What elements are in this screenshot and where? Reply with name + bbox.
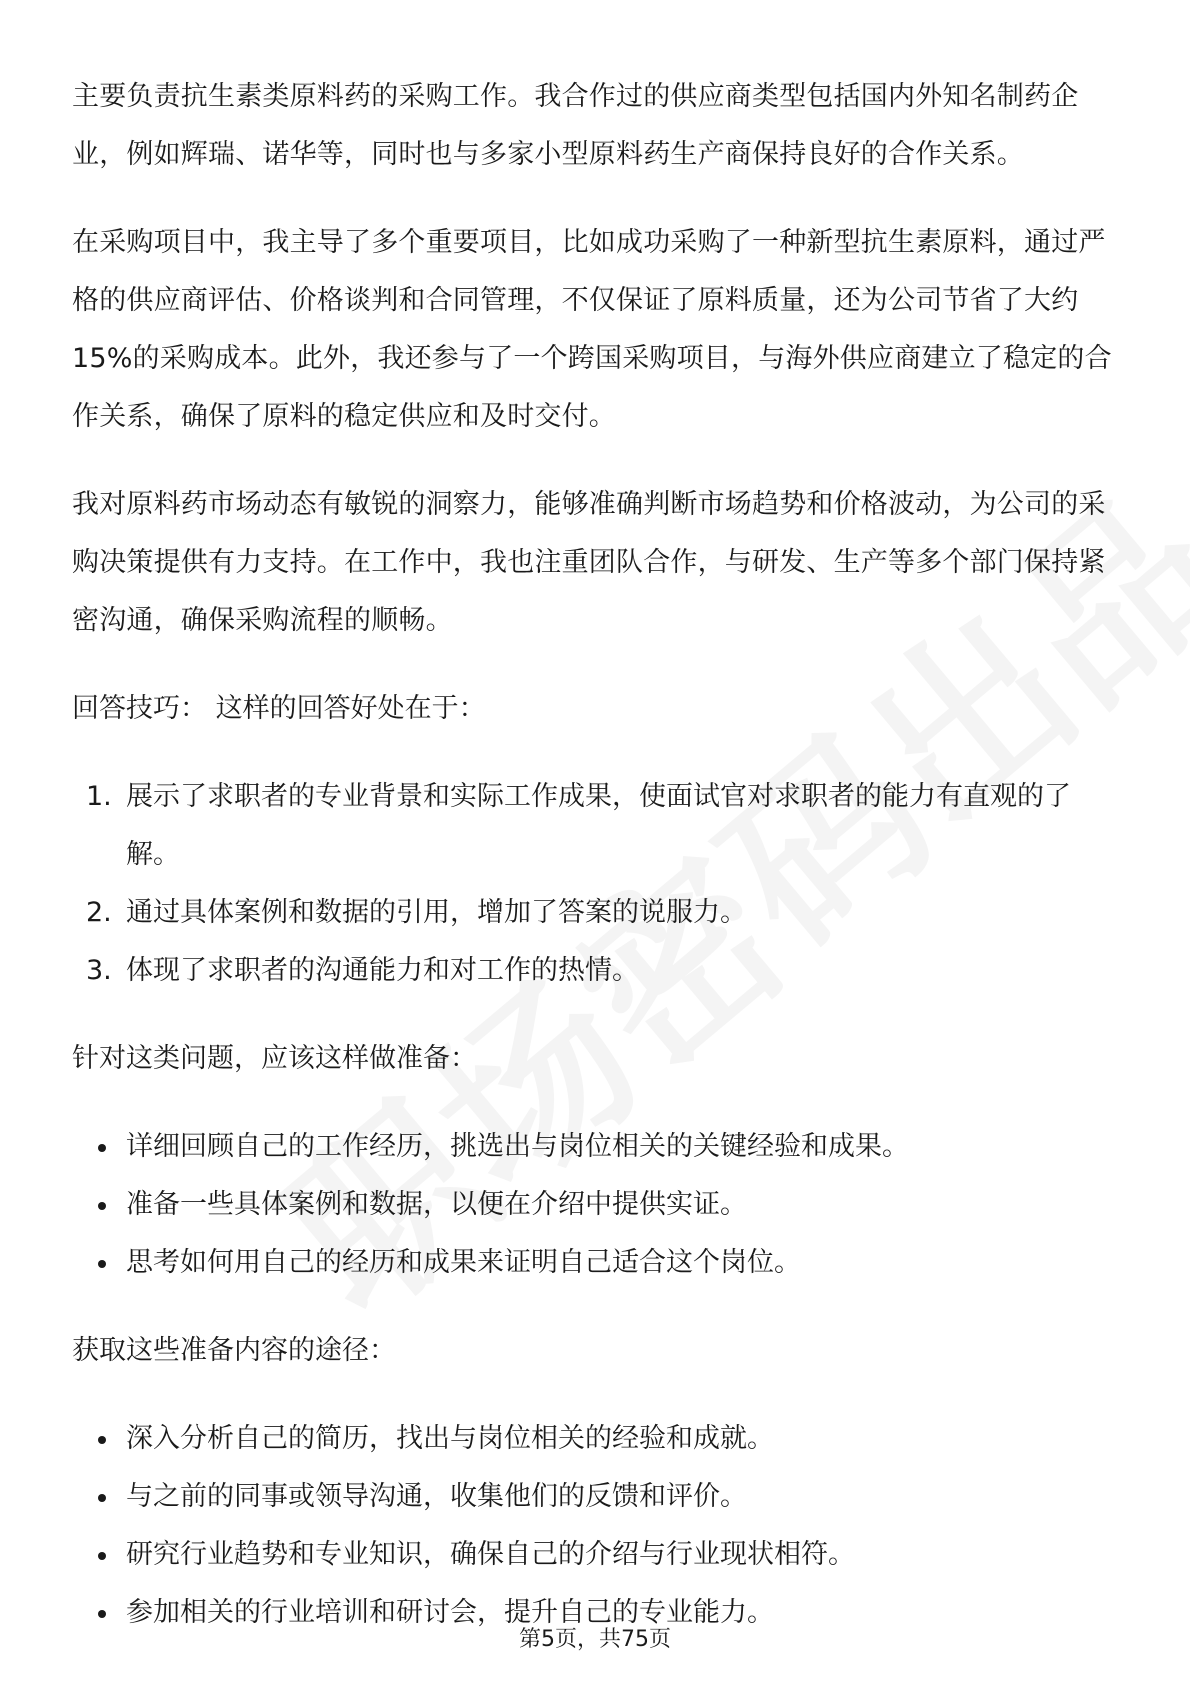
prepare-list (72, 1118, 1122, 1292)
tips-heading: 回答技巧： 这样的回答好处在于： (72, 693, 486, 724)
list-item-text: 展示了求职者的专业背景和实际工作成果，使面试官对求职者的能力有直观的了解。 (126, 781, 1071, 870)
list-item-text: 与之前的同事或领导沟通，收集他们的反馈和评价。 (126, 1481, 747, 1512)
list-item (72, 1410, 1122, 1468)
list-item-text: 详细回顾自己的工作经历，挑选出与岗位相关的关键经验和成果。 (126, 1131, 909, 1162)
list-item (72, 1468, 1122, 1526)
bullet-icon (98, 1144, 106, 1152)
bullet-icon (98, 1436, 106, 1444)
list-number: 2. (86, 897, 112, 928)
bullet-icon (98, 1552, 106, 1560)
list-item (72, 1118, 1122, 1176)
list-item (72, 884, 1122, 942)
sources-heading: 获取这些准备内容的途径： (72, 1335, 396, 1366)
paragraph-1: 主要负责抗生素类原料药的采购工作。我合作过的供应商类型包括国内外知名制药企业，例如辉瑞、诺华等，同时也与多家小型原料药生产商保持良好的合作关系。 (72, 81, 1079, 170)
list-item (72, 1234, 1122, 1292)
bullet-icon (98, 1610, 106, 1618)
tips-list (72, 768, 1122, 1000)
paragraph-3: 我对原料药市场动态有敏锐的洞察力，能够准确判断市场趋势和价格波动，为公司的采购决策提供有力支持。在工作中，我也注重团队合作，与研发、生产等多个部门保持紧密沟通，确保采购流程的顺畅。 (72, 489, 1106, 636)
list-item-text: 研究行业趋势和专业知识，确保自己的介绍与行业现状相符。 (126, 1539, 855, 1570)
paragraph-2: 在采购项目中，我主导了多个重要项目，比如成功采购了一种新型抗生素原料，通过严格的供应商评估、价格谈判和合同管理，不仅保证了原料质量，还为公司节省了大约15%的采购成本。此外，我还参与了一个跨国采购项目，与海外供应商建立了稳定的合作关系，确保了原料的稳定供应和及时交付。 (72, 227, 1112, 432)
bullet-icon (98, 1202, 106, 1210)
prepare-heading: 针对这类问题，应该这样做准备： (72, 1043, 477, 1074)
sources-list (72, 1410, 1122, 1642)
list-number: 3. (86, 955, 112, 986)
list-number: 1. (86, 781, 112, 812)
page-number: 第5页，共75页 (519, 1627, 671, 1652)
list-item (72, 942, 1122, 1000)
list-item-text: 准备一些具体案例和数据，以便在介绍中提供实证。 (126, 1189, 747, 1220)
list-item-text: 参加相关的行业培训和研讨会，提升自己的专业能力。 (126, 1597, 774, 1628)
list-item-text: 体现了求职者的沟通能力和对工作的热情。 (126, 955, 639, 986)
list-item-text: 深入分析自己的简历，找出与岗位相关的经验和成就。 (126, 1423, 774, 1454)
list-item (72, 1526, 1122, 1584)
list-item (72, 768, 1122, 884)
bullet-icon (98, 1260, 106, 1268)
list-item (72, 1176, 1122, 1234)
bullet-icon (98, 1494, 106, 1502)
list-item-text: 思考如何用自己的经历和成果来证明自己适合这个岗位。 (126, 1247, 801, 1278)
document-body (72, 68, 1122, 1672)
list-item-text: 通过具体案例和数据的引用，增加了答案的说服力。 (126, 897, 747, 928)
